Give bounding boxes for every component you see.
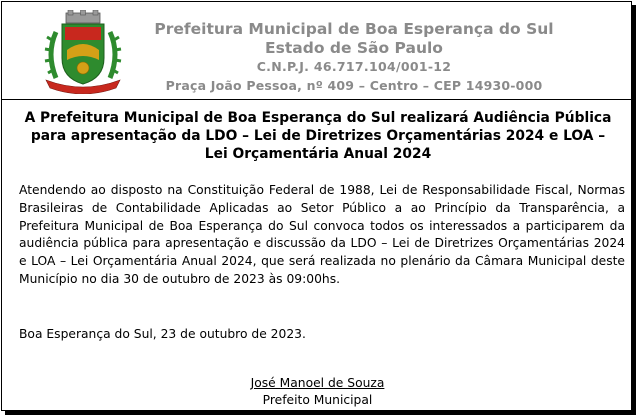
signatory-name: José Manoel de Souza [250, 376, 385, 390]
state-name: Estado de São Paulo [265, 39, 443, 57]
municipality-name: Prefeitura Municipal de Boa Esperança do Sul [154, 20, 554, 38]
notice-body: Atendendo ao disposto na Constituição Federal de 1988, Lei de Responsabilidade Fiscal, Normas Brasileiras de Contabilidade Aplicadas ao Setor Público a ao Princípio da Transparência, a Prefeitura Municipal de Boa Esperança do Sul convoca todos os interessados a participarem da audiência pública para apresentação e discussão da LDO – Lei de Diretrizes Orçamentárias 2024 e LOA – Lei Orçamentária Anual 2024, que será realizada no plenário da Câmara Municipal deste Município no dia 30 de outubro de 2023 às 09:00hs. [19, 183, 625, 286]
address: Praça João Pessoa, nº 409 – Centro – CEP 14930-000 [165, 78, 543, 93]
signatory-role: Prefeito Municipal [262, 393, 373, 407]
place-and-date: Boa Esperança do Sul, 23 de outubro de 2023. [19, 327, 306, 341]
coat-of-arms-icon [42, 10, 124, 94]
notice-title: A Prefeitura Municipal de Boa Esperança do Sul realizará Audiência Pública para apresentação da LDO – Lei de Diretrizes Orçamentárias 2024 e LOA – Lei Orçamentária Anual 2024 [24, 110, 612, 162]
cnpj-number: C.N.P.J. 46.717.104/001-12 [256, 59, 452, 74]
document-frame [1, 1, 632, 411]
letterhead [2, 2, 633, 100]
letterhead-text [142, 20, 566, 95]
